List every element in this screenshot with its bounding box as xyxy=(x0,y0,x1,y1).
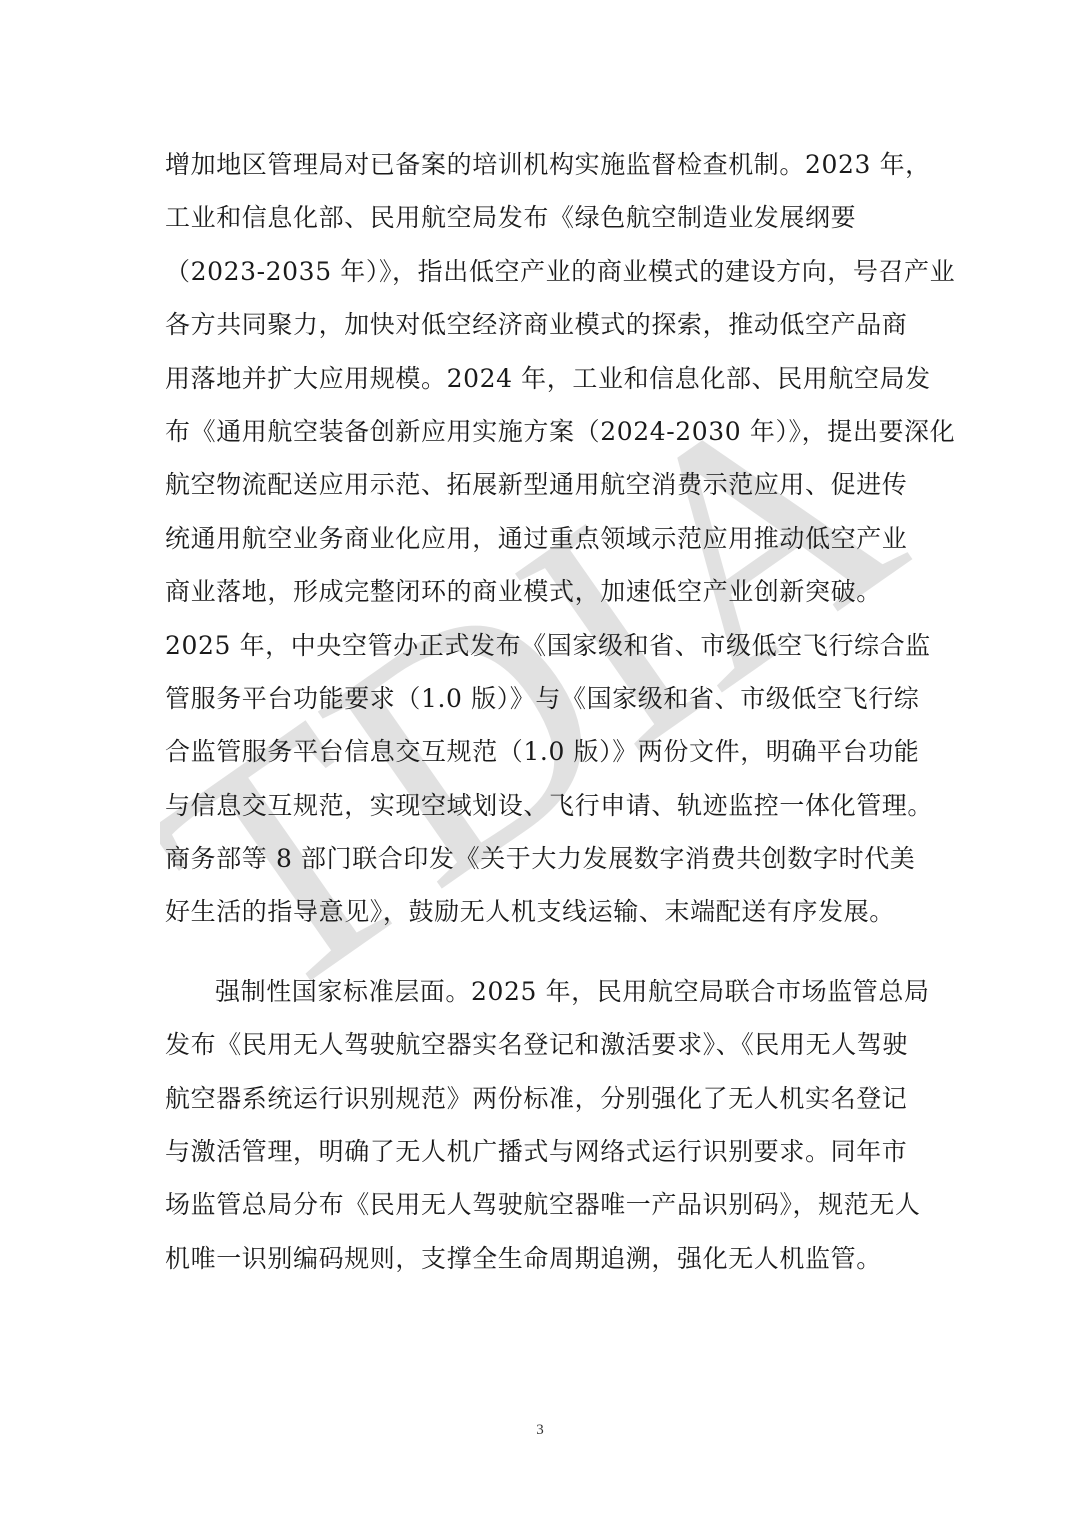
paragraph-1 xyxy=(165,138,956,939)
text-line: 与信息交互规范，实现空域划设、飞行申请、轨迹监控一体化管理。 xyxy=(165,790,934,820)
text-line: 增加地区管理局对已备案的培训机构实施监督检查机制。2023 年， xyxy=(165,150,931,179)
text-line: 强制性国家标准层面。2025 年，民用航空局联合市场监管总局 xyxy=(215,976,930,1006)
text-line: （2023-2035 年）》，指出低空产业的商业模式的建设方向，号召产业 xyxy=(165,256,956,286)
text-line: 用落地并扩大应用规模。2024 年，工业和信息化部、民用航空局发 xyxy=(165,363,931,393)
text-line: 工业和信息化部、民用航空局发布《绿色航空制造业发展纲要 xyxy=(165,203,857,233)
text-line: 各方共同聚力，加快对低空经济商业模式的探索，推动低空产品商 xyxy=(165,310,908,340)
text-line: 统通用航空业务商业化应用，通过重点领域示范应用推动低空产业 xyxy=(165,523,908,553)
text-line: 管服务平台功能要求（1.0 版）》与《国家级和省、市级低空飞行综 xyxy=(165,683,920,713)
text-line: 场监管总局分布《民用无人驾驶航空器唯一产品识别码》，规范无人 xyxy=(165,1190,921,1220)
text-line: 商业落地，形成完整闭环的商业模式，加速低空产业创新突破。 xyxy=(165,577,882,607)
text-line: 与激活管理，明确了无人机广播式与网络式运行识别要求。同年市 xyxy=(165,1137,908,1167)
text-line: 布《通用航空装备创新应用实施方案（2024-2030 年）》，提出要深化 xyxy=(165,416,956,446)
text-line: 好生活的指导意见》，鼓励无人机支线运输、末端配送有序发展。 xyxy=(165,897,895,927)
text-line: 合监管服务平台信息交互规范（1.0 版）》两份文件，明确平台功能 xyxy=(165,737,920,767)
text-line: 2025 年，中央空管办正式发布《国家级和省、市级低空飞行综合监 xyxy=(165,630,931,660)
text-line: 航空物流配送应用示范、拓展新型通用航空消费示范应用、促进传 xyxy=(165,470,908,500)
text-line: 发布《民用无人驾驶航空器实名登记和激活要求》、《民用无人驾驶 xyxy=(165,1030,909,1060)
watermark-text: TDIA xyxy=(160,330,920,1030)
page-number: 3 xyxy=(536,1422,544,1438)
text-line: 商务部等 8 部门联合印发《关于大力发展数字消费共创数字时代美 xyxy=(165,844,916,874)
body-text xyxy=(165,138,956,1285)
paragraph-2 xyxy=(165,965,930,1285)
text-line: 航空器系统运行识别规范》两份标准，分别强化了无人机实名登记 xyxy=(165,1083,908,1113)
text-line: 机唯一识别编码规则，支撑全生命周期追溯，强化无人机监管。 xyxy=(165,1243,882,1273)
